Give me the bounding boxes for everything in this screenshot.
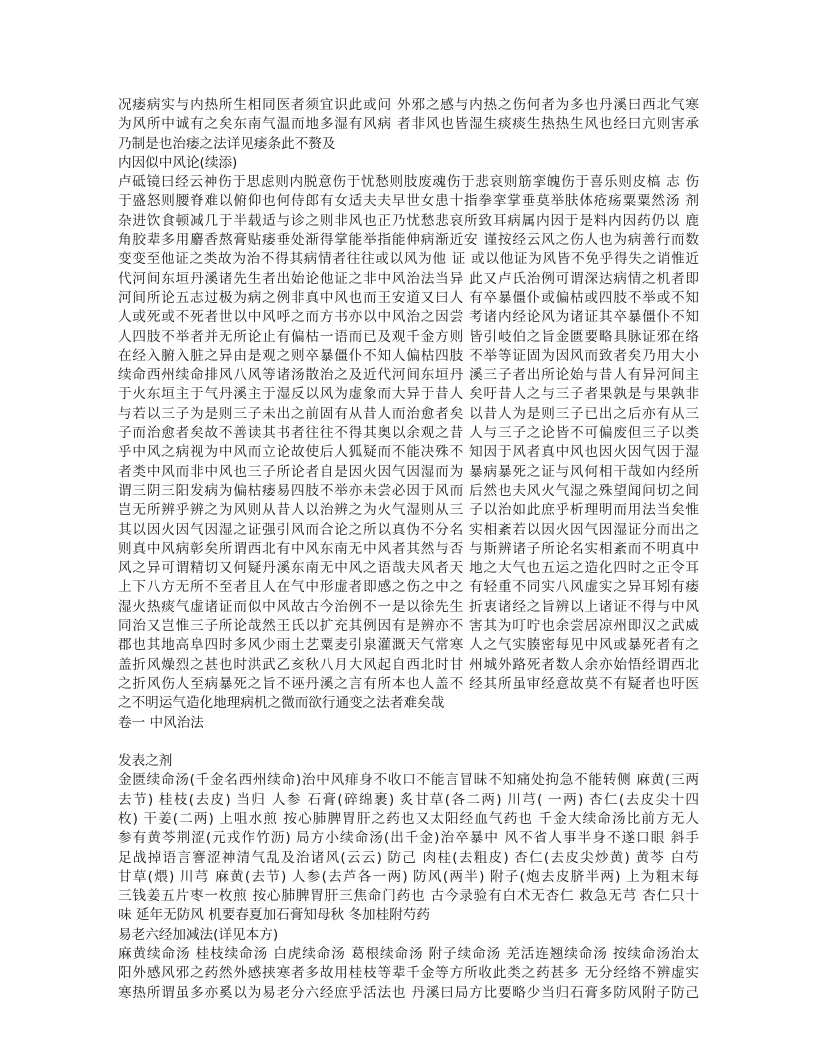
text-line: 岂无所辨乎辨之为风则从昔人以治辨之为火气湿则从三 子以治如此庶乎析理明而用法当矣惟 [118, 502, 699, 519]
text-line: 参有黄芩荆涩(元戎作竹沥) 局方小续命汤(出千金)治卒暴中 风不省人事半身不遂口眼 斜手 [118, 830, 699, 847]
text-line: 味 延年无防风 机要春夏加石膏知母秋 冬加桂附芍药 [118, 907, 431, 924]
text-line: 河间所论五志过极为病之例非真中风也而王安道又曰人 有卒暴僵仆或偏枯或四肢不举或不知 [118, 289, 699, 306]
text-line: 湿火热痰气虚诸证而似中风故古今治例不一是以徐先生 折衷诸经之旨辨以上诸证不得与中风 [118, 598, 699, 615]
text-line: 甘草(煨) 川芎 麻黄(去节) 人参(去芦各一两) 防风(两半) 附子(炮去皮脐半两) 上为粗末每 [118, 868, 699, 885]
text-line: 于火东垣主于气丹溪主于湿反以风为虚象而大异于昔人 矣吁昔人之与三子者果孰是与果孰非 [118, 386, 699, 403]
text-line: 郡也其地高阜四时多风少雨土艺粟麦引泉灌溉天气常寒 人之气实腠密每见中风或暴死者有之 [118, 637, 699, 654]
text-line: 则真中风病彰矣所谓西北有中风东南无中风者其然与否 与斯辨诸子所论名实相紊而不明真中 [118, 540, 699, 557]
text-line: 人或死或不死者世以中风呼之而方书亦以中风治之因尝 考诸内经论风为诸证其卒暴僵仆不知 [118, 309, 699, 326]
text-line: 况痿病实与内热所生相同医者须宜识此或问 外邪之感与内热之伤何者为多也丹溪曰西北气寒 [118, 97, 699, 113]
text-line: 寒热所谓虽多亦奚以为易老分六经庶乎活法也 丹溪曰局方比要略少当归石膏多防风附子防己 [118, 984, 699, 1001]
text-line: 卢砥镜曰经云神伤于思虑则内脱意伤于忧愁则肢废魂伤于悲哀则筋挛魄伤于喜乐则皮槁 志 伤 [118, 174, 699, 191]
text-line: 变变至他证之类故为治不得其病情者往往或以风为他 证 或以他证为风皆不免乎得失之诮惟近 [118, 251, 699, 268]
text-line: 三钱姜五片枣一枚煎 按心肺脾胃肝三焦命门药也 古今录验有白术无杏仁 救急无芎 杏仁只十 [118, 888, 699, 905]
text-line: 发表之剂 [118, 753, 173, 770]
text-line: 于盛怒则腰脊难以俯仰也何侍郎有女适夫夫早世女患十指拳挛掌垂莫举肤体疮疡粟粟然汤 剂 [118, 193, 699, 210]
text-line: 其以因火因气因湿之证强引风而合论之所以真伪不分名 实相紊若以因火因气因湿证分而出之 [118, 521, 699, 538]
text-line: 之不明运气造化地理病机之微而欲行通变之法者难矣哉 [118, 695, 445, 712]
text-line: 卷一 中风治法 [118, 714, 204, 731]
document-body [118, 96, 699, 1003]
text-line: 之折风伤人至病暴死之旨不诬丹溪之言有所本也人盖不 经其所虽审经意故莫不有疑者也吁医 [118, 675, 699, 692]
text-line: 在经入腑入脏之异由是观之则卒暴僵仆不知人偏枯四肢 不举等证固为因风而致者矣乃用大小 [118, 347, 699, 364]
blank-line [118, 733, 699, 752]
text-line: 枚) 干姜(二两) 上咀水煎 按心肺脾胃肝之药也又太阳经血气药也 千金大续命汤比前方无人 [118, 810, 699, 827]
text-line: 内因似中风论(续添) [118, 154, 238, 171]
text-line: 者类中风而非中风也三子所论者自是因火因气因湿而为 暴病暴死之证与风何相干哉如内经所 [118, 463, 699, 480]
text-line: 盖折风燥烈之甚也时洪武乙亥秋八月大风起自西北时甘 州城外路死者数人余亦始悟经谓西北 [118, 656, 699, 673]
text-line: 与若以三子为是则三子未出之前固有从昔人而治愈者矣 以昔人为是则三子已出之后亦有从三 [118, 405, 699, 422]
text-line: 阳外感风邪之药然外感挟寒者多故用桂枝等辈千金等方所收此类之药甚多 无分经络不辨虚实 [118, 965, 699, 982]
text-line: 代河间东垣丹溪诸先生者出始论他证之非中风治法当异 此又卢氏治例可谓深达病情之机者即 [118, 270, 699, 287]
text-line: 角胶辈多用麝香熬膏贴痿垂处渐得掌能举指能伸病渐近安 谨按经云风之伤人也为病善行而数 [118, 232, 699, 249]
text-line: 续命西州续命排风八风等诸汤散治之及近代河间东垣丹 溪三子者出所论始与昔人有异河间主 [118, 367, 699, 384]
text-line: 去节) 桂枝(去皮) 当归 人参 石膏(碎绵裹) 炙甘草(各二两) 川芎( 一两) 杏仁(去皮尖十四 [118, 791, 699, 808]
text-line: 杂进饮食顿减几于半载适与诊之则非风也正乃忧愁悲哀所致耳病属内因于是料内因药仍以 鹿 [118, 212, 699, 229]
text-line: 风之异可谓精切又何疑丹溪东南无中风之语哉夫风者天 地之大气也五运之造化四时之正令耳 [118, 560, 699, 577]
text-line: 子而治愈者矣故不善读其书者往往不得其奥以余观之昔 人与三子之论皆不可偏废但三子以类 [118, 425, 699, 442]
text-line: 同治又岂惟三子所论哉然王氏以扩充其例因有是辨亦不 害其为叮咛也余尝居凉州即汉之武威 [118, 618, 699, 635]
text-line: 为风所中诚有之矣东南气温而地多湿有风病 者非风也皆湿生痰痰生热热生风也经曰亢则害承 [118, 116, 699, 133]
text-line: 麻黄续命汤 桂枝续命汤 白虎续命汤 葛根续命汤 附子续命汤 羌活连翘续命汤 按续命汤治太 [118, 946, 699, 963]
text-line: 易老六经加减法(详见本方) [118, 926, 279, 943]
text-line: 乎中风之病视为中风而立论故使后人狐疑而不能决殊不 知因于风者真中风也因火因气因于湿 [118, 444, 699, 461]
text-line: 谓三阴三阳发病为偏枯痿易四肢不举亦未尝必因于风而 后然也夫风火气湿之殊望闻问切之间 [118, 482, 699, 499]
text-line: 金匮续命汤(千金名西州续命)治中风痱身不收口不能言冒昧不知痛处拘急不能转侧 麻黄(三两 [118, 772, 699, 789]
text-line: 上下八方无所不至者且人在气中形虚者即感之伤之中之 有轻重不同实八风虚实之异耳矧有痿 [118, 579, 699, 596]
text-line: 乃制是也治痿之法详见痿条此不赘及 [118, 135, 336, 152]
text-line: 足战掉语言謇涩神清气乱及治诸风(云云) 防己 肉桂(去粗皮) 杏仁(去皮尖炒黄) 黄芩 白芍 [118, 849, 699, 866]
text-line: 人四肢不举者并无所论止有偏枯一语而已及观千金方则 皆引岐伯之旨金匮要略具脉证邪在络 [118, 328, 699, 345]
